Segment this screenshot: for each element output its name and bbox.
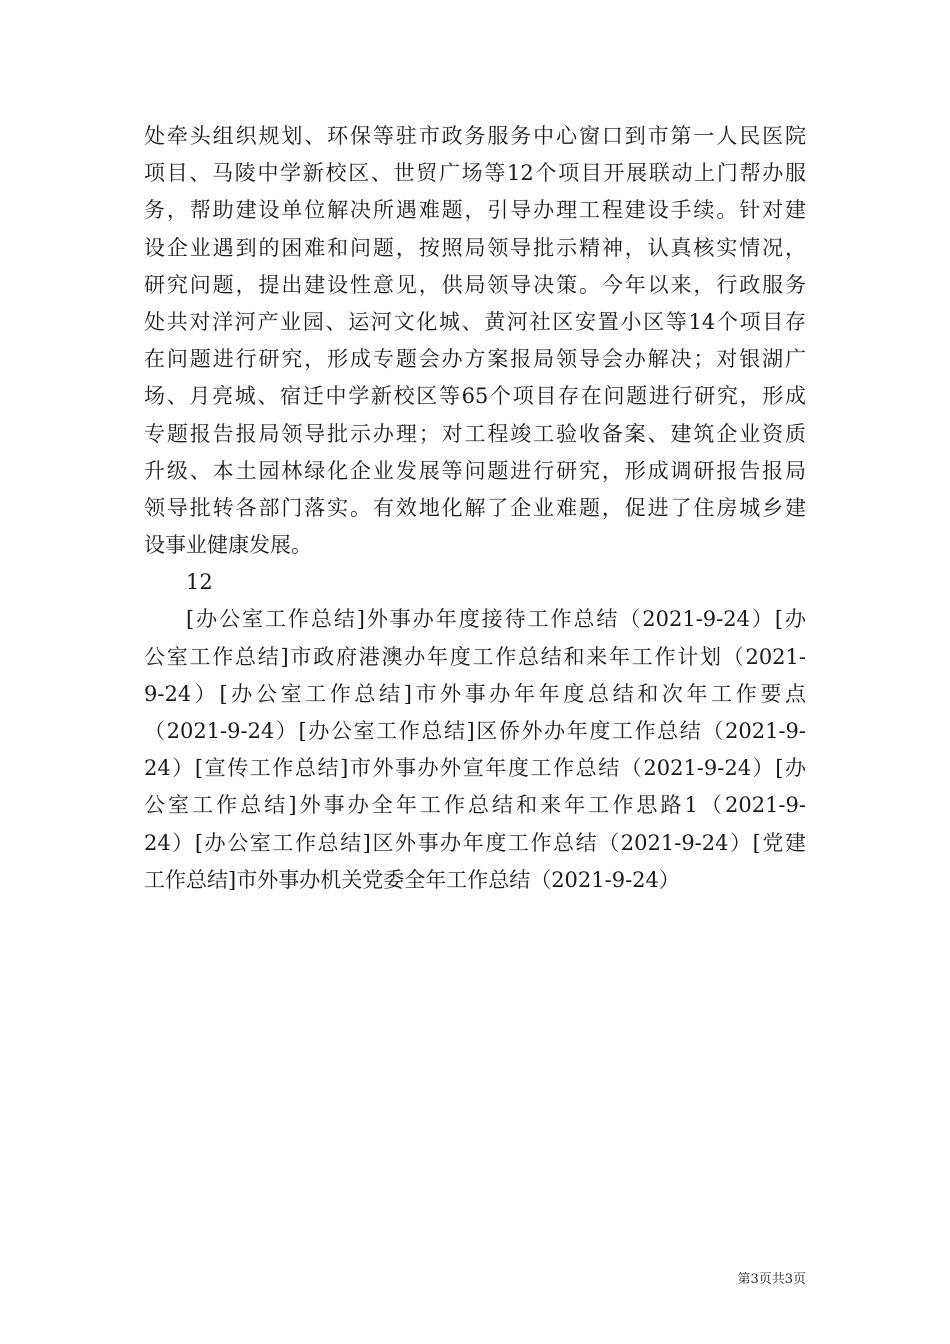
related-links-line[interactable]: 24）[宣传工作总结]市外事办外宣年度工作总结（2021-9-24）[办 [144, 756, 806, 781]
related-links-line[interactable]: 9-24）[办公室工作总结]市外事办年年度总结和次年工作要点 [144, 681, 806, 706]
related-links-line[interactable]: 24）[办公室工作总结]区外事办年度工作总结（2021-9-24）[党建 [144, 830, 806, 855]
related-links-line[interactable]: 工作总结]市外事办机关党委全年工作总结（2021-9-24） [144, 867, 680, 892]
paragraph-line: 处共对洋河产业园、运河文化城、黄河社区安置小区等14个项目存 [144, 309, 806, 334]
page-marker: 12 [186, 570, 213, 595]
related-links-line[interactable]: （2021-9-24）[办公室工作总结]区侨外办年度工作总结（2021-9- [144, 719, 806, 743]
page-number-footer: 第3页共3页 [737, 1272, 806, 1287]
paragraph-line: 研究问题，提出建设性意见，供局领导决策。今年以来，行政服务 [144, 272, 806, 297]
paragraph-line: 设企业遇到的困难和问题，按照局领导批示精神，认真核实情况， [144, 235, 806, 260]
paragraph-line: 务，帮助建设单位解决所遇难题，引导办理工程建设手续。针对建 [144, 198, 806, 223]
related-links-line[interactable]: 公室工作总结]市政府港澳办年度工作总结和来年工作计划（2021- [144, 644, 806, 669]
related-links-line[interactable]: [办公室工作总结]外事办年度接待工作总结（2021-9-24）[办 [186, 607, 806, 632]
paragraph-line: 项目、马陵中学新校区、世贸广场等12个项目开展联动上门帮办服 [144, 161, 806, 186]
related-links-line[interactable]: 公室工作总结]外事办全年工作总结和来年工作思路1（2021-9- [144, 793, 806, 818]
related-links-paragraph [144, 601, 806, 899]
paragraph-line: 领导批转各部门落实。有效地化解了企业难题，促进了住房城乡建 [144, 495, 806, 520]
document-body [144, 118, 806, 899]
paragraph-line: 处牵头组织规划、环保等驻市政务服务中心窗口到市第一人民医院 [144, 124, 806, 148]
paragraph-line: 场、月亮城、宿迁中学新校区等65个项目存在问题进行研究，形成 [144, 384, 806, 409]
body-paragraph [144, 118, 806, 564]
paragraph-line: 设事业健康发展。 [144, 533, 312, 558]
paragraph-line: 专题报告报局领导批示办理；对工程竣工验收备案、建筑企业资质 [144, 421, 806, 446]
paragraph-line: 在问题进行研究，形成专题会办方案报局领导会办解决；对银湖广 [144, 347, 806, 372]
paragraph-line: 升级、本土园林绿化企业发展等问题进行研究，形成调研报告报局 [144, 458, 806, 483]
